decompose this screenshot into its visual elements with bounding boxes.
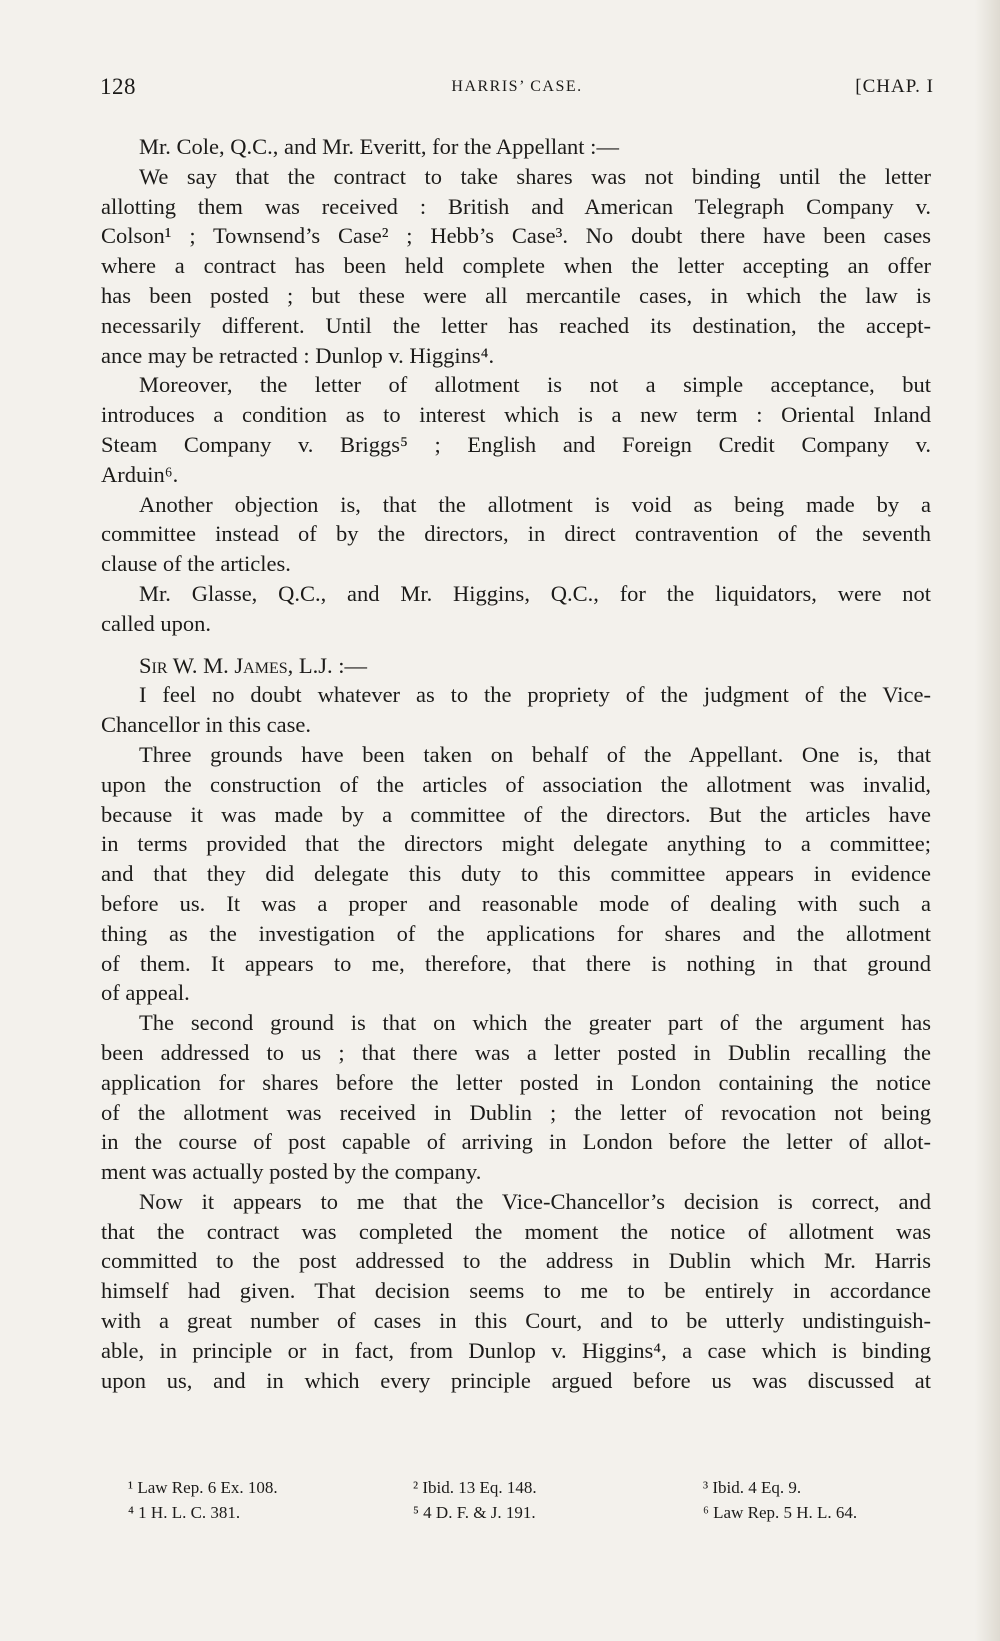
- text-line: in the course of post capable of arriving in London before the letter of allot-: [101, 1129, 931, 1155]
- running-title: HARRIS’ CASE.: [451, 78, 583, 95]
- text-line: clause of the articles.: [101, 551, 291, 577]
- text-line: upon us, and in which every principle argued before us was discussed at: [101, 1367, 931, 1393]
- text-line: Another objection is, that the allotment is void as being made by a: [139, 491, 931, 517]
- text-line: Three grounds have been taken on behalf of the Appellant. One is, that: [139, 741, 931, 767]
- chapter-marker: [CHAP. I: [855, 76, 934, 97]
- text-line: necessarily different. Until the letter has reached its destination, the accept-: [101, 312, 931, 338]
- text-line: ment was actually posted by the company.: [101, 1159, 482, 1185]
- text-line: introduces a condition as to interest which is a new term : Oriental Inland: [101, 402, 931, 428]
- text-line: upon the construction of the articles of association the allotment was invalid,: [101, 771, 931, 797]
- text-line: Chancellor in this case.: [101, 712, 311, 738]
- text-line: of appeal.: [101, 980, 190, 1006]
- text-line: committed to the post addressed to the address in Dublin which Mr. Harris: [101, 1248, 931, 1274]
- text-line: Moreover, the letter of allotment is not a simple acceptance, but: [139, 372, 931, 398]
- text-line: where a contract has been held complete when the letter accepting an offer: [101, 253, 931, 279]
- text-line: I feel no doubt whatever as to the propriety of the judgment of the Vice-: [139, 682, 931, 708]
- text-line: and that they did delegate this duty to this committee appears in evidence: [101, 861, 931, 887]
- text-line: has been posted ; but these were all mercantile cases, in which the law is: [101, 282, 931, 308]
- text-line: thing as the investigation of the applications for shares and the allotment: [101, 920, 931, 946]
- running-header: [100, 74, 934, 104]
- text-line: in terms provided that the directors might delegate anything to a committee;: [101, 831, 931, 857]
- text-line: allotting them was received : British and American Telegraph Company v.: [101, 193, 931, 219]
- text-line: before us. It was a proper and reasonable mode of dealing with such a: [101, 890, 931, 916]
- text-line: called upon.: [101, 610, 211, 636]
- text-line: Arduin⁶.: [101, 461, 179, 487]
- text-line: able, in principle or in fact, from Dunlop v. Higgins⁴, a case which is binding: [101, 1337, 931, 1363]
- footnote-row: [128, 1500, 928, 1525]
- text-line: Steam Company v. Briggs⁵ ; English and Foreign Credit Company v.: [101, 431, 931, 457]
- text-line: with a great number of cases in this Court, and to be utterly undistinguish-: [101, 1308, 931, 1334]
- text-line: been addressed to us ; that there was a letter posted in Dublin recalling the: [101, 1039, 931, 1065]
- counsel-appellant-line: Mr. Cole, Q.C., and Mr. Everitt, for the Appellant :—: [139, 134, 619, 159]
- text-line: We say that the contract to take shares was not binding until the letter: [139, 163, 931, 189]
- footnotes: [128, 1475, 928, 1525]
- text-line: The second ground is that on which the greater part of the argument has: [139, 1010, 931, 1036]
- text-line: committee instead of by the directors, in direct contravention of the seventh: [101, 521, 931, 547]
- text-line: of the allotment was received in Dublin ; the letter of revocation not being: [101, 1099, 931, 1125]
- text-line: Colson¹ ; Townsend’s Case² ; Hebb’s Case³. No doubt there have been cases: [101, 223, 931, 249]
- text-line: ance may be retracted : Dunlop v. Higgins⁴.: [101, 342, 495, 368]
- text-line: himself had given. That decision seems to me to be entirely in accordance: [101, 1278, 931, 1304]
- text-line: because it was made by a committee of the directors. But the articles have: [101, 801, 931, 827]
- body-text: [101, 132, 931, 1395]
- page-number: 128: [100, 74, 136, 99]
- text-line: application for shares before the letter posted in London containing the notice: [101, 1069, 931, 1095]
- page-edge-shadow: [975, 0, 1000, 1641]
- footnote: ¹ Law Rep. 6 Ex. 108.: [128, 1478, 278, 1497]
- footnote: ³ Ibid. 4 Eq. 9.: [703, 1478, 802, 1497]
- text-line: of them. It appears to me, therefore, that there is nothing in that ground: [101, 950, 931, 976]
- text-line: Now it appears to me that the Vice-Chancellor’s decision is correct, and: [139, 1188, 931, 1214]
- judge-heading: Sir W. M. James, L.J. :—: [139, 652, 367, 678]
- footnote: ⁴ 1 H. L. C. 381.: [128, 1503, 241, 1522]
- text-line: that the contract was completed the moment the notice of allotment was: [101, 1218, 931, 1244]
- footnote: ² Ibid. 13 Eq. 148.: [413, 1478, 537, 1497]
- footnote-row: [128, 1475, 928, 1500]
- counsel-liquidators-line: Mr. Glasse, Q.C., and Mr. Higgins, Q.C., for the liquidators, were not: [139, 580, 931, 606]
- footnote: ⁶ Law Rep. 5 H. L. 64.: [703, 1503, 858, 1522]
- footnote: ⁵ 4 D. F. & J. 191.: [413, 1503, 536, 1522]
